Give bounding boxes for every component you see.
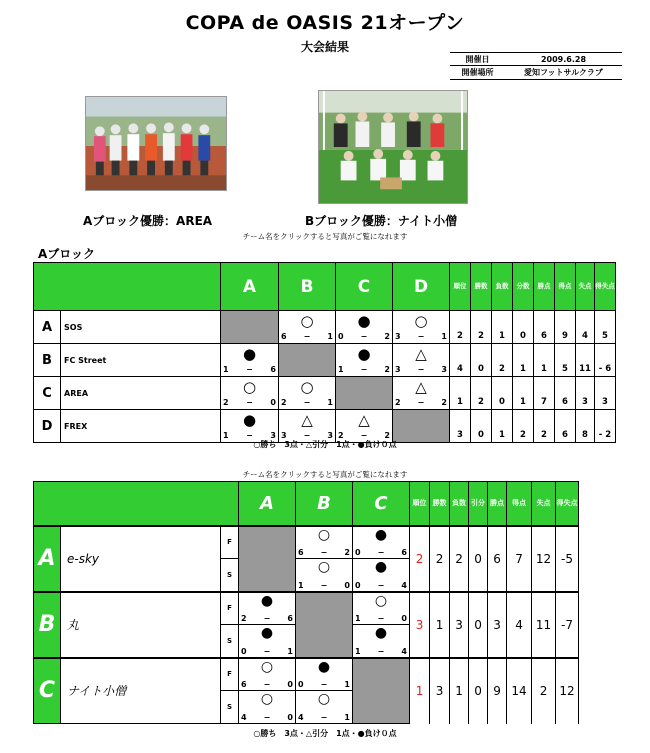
stat-value: 0 (492, 377, 513, 410)
stat-value: 2 (471, 377, 492, 410)
stat-value-b: -5 (556, 526, 579, 592)
match-result-cell (336, 410, 393, 443)
result-mark: ○ (414, 312, 428, 330)
result-mark: ● (242, 411, 257, 429)
block-b-legend: ○勝ち 3点・△引分 1点・●負け０点 (253, 729, 397, 738)
block-a-row (34, 311, 616, 344)
stat-value: 5 (595, 311, 616, 344)
date-value: 2009.6.28 (540, 54, 587, 64)
score-left: 4 (241, 713, 247, 722)
rank-value: 1 (410, 658, 430, 724)
result-mark: ○ (300, 378, 314, 396)
score-left: 1 (223, 365, 229, 374)
stat-header-goals-against: 失点 (576, 263, 595, 311)
stat-header-goals-against-b: 失点 (532, 482, 556, 526)
stat-value-b: 0 (469, 658, 488, 724)
photo-block-b-winner (318, 90, 468, 204)
score-right: 0 (287, 680, 293, 689)
team-name-link-b[interactable]: ナイト小僧 (61, 658, 221, 724)
stat-value-b: 14 (507, 658, 532, 724)
score-dash: − (417, 365, 425, 374)
half-label: F (221, 526, 239, 559)
stat-value-b: 12 (532, 526, 556, 592)
half-label: S (221, 625, 239, 658)
score-left: 6 (298, 548, 304, 557)
stat-value: 3 (576, 377, 595, 410)
photo-block-a-winner (85, 96, 227, 191)
stat-value: 5 (555, 344, 576, 377)
half-label: F (221, 592, 239, 625)
stat-value-b: 6 (488, 526, 507, 592)
score-left: 0 (355, 580, 361, 590)
score-right: 3 (327, 431, 333, 440)
stat-value: 8 (576, 410, 595, 443)
match-result-cell (353, 526, 410, 559)
stat-value: 7 (534, 377, 555, 410)
row-letter-b: B (34, 592, 61, 658)
row-letter-b: A (34, 526, 61, 592)
stat-value-b: -7 (556, 592, 579, 658)
score-right: 4 (401, 646, 407, 656)
score-dash: − (263, 646, 271, 656)
score-left: 6 (281, 332, 287, 341)
match-result-cell (353, 559, 410, 592)
match-result-cell (239, 625, 296, 658)
score-right: 1 (441, 332, 447, 341)
stat-header-losses: 負数 (492, 263, 513, 311)
team-name-link[interactable]: SOS (61, 311, 221, 344)
score-right: 2 (384, 431, 390, 440)
stat-value: 2 (450, 311, 471, 344)
result-mark: ● (374, 625, 388, 641)
stat-header-wins: 勝数 (471, 263, 492, 311)
stat-value: 6 (534, 311, 555, 344)
stat-header-goals-for-b: 得点 (507, 482, 532, 526)
score-dash: − (263, 680, 271, 689)
block-a-table (33, 262, 616, 443)
col-header-c-b: C (353, 482, 410, 526)
stat-value: 9 (555, 311, 576, 344)
score-dash: − (320, 548, 328, 557)
self-match-cell (296, 592, 353, 658)
score-right: 1 (344, 713, 350, 722)
stat-value: 1 (534, 344, 555, 377)
score-left: 0 (298, 680, 304, 689)
self-match-cell (353, 658, 410, 724)
stat-value: 1 (450, 377, 471, 410)
score-dash: − (320, 713, 328, 722)
half-label: S (221, 559, 239, 592)
match-result-cell (239, 691, 296, 724)
stat-value: 0 (471, 410, 492, 443)
stat-value: 1 (492, 410, 513, 443)
score-left: 2 (241, 614, 247, 623)
match-result-cell (279, 377, 336, 410)
block-b-table (33, 481, 579, 724)
score-left: 0 (241, 646, 247, 656)
stat-value-b: 3 (488, 592, 507, 658)
score-right: 2 (441, 398, 447, 407)
col-header-b-b: B (296, 482, 353, 526)
score-right: 3 (441, 365, 447, 374)
date-label: 開催日 (465, 54, 490, 64)
score-right: 1 (327, 332, 333, 341)
stat-header-goal-diff: 得失点 (595, 263, 616, 311)
score-left: 0 (355, 548, 361, 557)
stat-value: 2 (513, 410, 534, 443)
score-left: 2 (281, 398, 287, 407)
venue-value: 愛知フットサルクラブ (524, 68, 603, 77)
venue-label: 開催場所 (461, 68, 494, 77)
stat-header-draws-b: 引分 (469, 482, 488, 526)
match-result-cell (296, 658, 353, 691)
stat-header-wins-b: 勝数 (430, 482, 450, 526)
score-dash: − (377, 646, 385, 656)
score-dash: − (246, 398, 253, 407)
half-label: F (221, 658, 239, 691)
score-left: 3 (395, 365, 401, 374)
block-b-row-f (34, 592, 579, 625)
row-letter: A (34, 311, 61, 344)
score-left: 1 (338, 365, 344, 374)
match-result-cell (353, 592, 410, 625)
stat-value: 6 (555, 377, 576, 410)
stat-header-points: 勝点 (534, 263, 555, 311)
col-header-d: D (393, 263, 450, 311)
result-mark: △ (358, 411, 370, 429)
row-letter: D (34, 410, 61, 443)
score-dash: − (377, 580, 385, 590)
score-right: 0 (287, 713, 293, 722)
stat-value: 2 (471, 311, 492, 344)
stat-value: 4 (450, 344, 471, 377)
header-corner-b (34, 482, 239, 526)
match-result-cell (336, 311, 393, 344)
row-letter: B (34, 344, 61, 377)
match-result-cell (393, 344, 450, 377)
score-dash: − (263, 614, 271, 623)
score-right: 0 (401, 614, 407, 623)
block-a-row (34, 410, 616, 443)
self-match-cell (279, 344, 336, 377)
stat-header-rank-b: 順位 (410, 482, 430, 526)
score-left: 1 (355, 614, 361, 623)
result-mark: ○ (300, 312, 314, 330)
score-dash: − (320, 680, 328, 689)
match-result-cell (296, 526, 353, 559)
self-match-cell (221, 311, 279, 344)
score-right: 0 (270, 398, 276, 407)
block-a-row (34, 344, 616, 377)
team-name-link-b[interactable]: 丸 (61, 592, 221, 658)
rank-value: 3 (410, 592, 430, 658)
stat-value-b: 7 (507, 526, 532, 592)
block-a-row (34, 377, 616, 410)
match-result-cell (221, 410, 279, 443)
col-header-c: C (336, 263, 393, 311)
block-a-title: Aブロック (38, 247, 96, 261)
score-right: 1 (344, 680, 350, 689)
score-dash: − (360, 365, 368, 374)
score-right: 0 (344, 580, 350, 590)
stat-header-goals-for: 得点 (555, 263, 576, 311)
score-right: 2 (384, 365, 390, 374)
score-dash: − (360, 431, 368, 440)
score-left: 0 (338, 332, 344, 341)
stat-value-b: 2 (450, 526, 469, 592)
result-mark: ● (260, 625, 274, 641)
result-mark: ○ (317, 559, 331, 575)
score-right: 1 (287, 646, 293, 656)
team-name-link[interactable]: FREX (61, 410, 221, 443)
stat-value-b: 4 (507, 592, 532, 658)
score-dash: − (303, 332, 311, 341)
result-mark: ○ (317, 691, 331, 707)
match-result-cell (279, 311, 336, 344)
stat-value-b: 2 (532, 658, 556, 724)
score-dash: − (377, 548, 385, 557)
result-mark: ● (357, 345, 371, 363)
stat-value: 0 (471, 344, 492, 377)
half-label: S (221, 691, 239, 724)
score-dash: − (377, 614, 385, 623)
stat-value: - 2 (595, 410, 616, 443)
result-mark: ● (357, 312, 371, 330)
col-header-b: B (279, 263, 336, 311)
result-mark: ● (374, 559, 388, 575)
team-name-link[interactable]: AREA (61, 377, 221, 410)
stat-value-b: 0 (469, 592, 488, 658)
stat-value: 1 (513, 344, 534, 377)
score-dash: − (263, 713, 271, 722)
match-result-cell (239, 658, 296, 691)
stat-value-b: 2 (430, 526, 450, 592)
block-a-legend: ○勝ち 3点・△引分 1点・●負け０点 (253, 440, 397, 449)
stat-value-b: 12 (556, 658, 579, 724)
match-result-cell (353, 625, 410, 658)
result-mark: ○ (260, 658, 274, 675)
score-dash: − (303, 431, 311, 440)
score-dash: − (417, 332, 425, 341)
page-title: COPA de OASIS 21オープン (185, 12, 465, 34)
self-match-cell (393, 410, 450, 443)
stat-value-b: 0 (469, 526, 488, 592)
row-letter: C (34, 377, 61, 410)
result-mark: △ (415, 378, 427, 396)
score-left: 4 (298, 713, 304, 722)
stat-header-points-b: 勝点 (488, 482, 507, 526)
score-left: 1 (355, 646, 361, 656)
stat-value: 3 (450, 410, 471, 443)
score-right: 3 (270, 431, 276, 440)
match-result-cell (336, 344, 393, 377)
stat-value-b: 3 (430, 658, 450, 724)
stat-value: - 6 (595, 344, 616, 377)
score-left: 3 (395, 332, 401, 341)
result-mark: ○ (260, 691, 274, 707)
stat-value: 1 (513, 377, 534, 410)
result-mark: ● (260, 592, 274, 609)
score-dash: − (417, 398, 425, 407)
score-dash: − (360, 332, 368, 341)
stat-header-rank: 順位 (450, 263, 471, 311)
stat-value: 4 (576, 311, 595, 344)
click-note-top: チーム名をクリックすると写真がご覧になれます (242, 232, 408, 241)
result-mark: ● (374, 526, 388, 543)
event-meta (450, 52, 622, 80)
block-b-row-f (34, 658, 579, 691)
score-left: 1 (223, 431, 229, 440)
result-mark: △ (301, 411, 313, 429)
team-name-link-b[interactable]: e-sky (61, 526, 221, 592)
result-mark: △ (415, 345, 427, 363)
match-result-cell (296, 559, 353, 592)
result-mark: ○ (242, 378, 257, 396)
match-result-cell (221, 344, 279, 377)
block-b-row-f (34, 526, 579, 559)
stat-value-b: 9 (488, 658, 507, 724)
score-right: 6 (270, 365, 276, 374)
result-mark: ○ (317, 526, 331, 543)
stat-value: 11 (576, 344, 595, 377)
score-left: 6 (241, 680, 247, 689)
caption-block-b: Bブロック優勝：ナイト小僧 (305, 214, 458, 228)
score-dash: − (246, 365, 253, 374)
stat-value-b: 3 (450, 592, 469, 658)
score-left: 1 (298, 580, 304, 590)
stat-value: 6 (555, 410, 576, 443)
match-result-cell (296, 691, 353, 724)
stat-value: 2 (492, 344, 513, 377)
stat-value-b: 11 (532, 592, 556, 658)
team-name-link[interactable]: FC Street (61, 344, 221, 377)
result-mark: ● (317, 658, 331, 675)
score-right: 2 (344, 548, 350, 557)
col-header-a: A (221, 263, 279, 311)
stat-value-b: 1 (450, 658, 469, 724)
match-result-cell (393, 377, 450, 410)
self-match-cell (336, 377, 393, 410)
match-result-cell (221, 377, 279, 410)
score-right: 6 (287, 614, 293, 623)
result-mark: ● (242, 345, 257, 363)
score-right: 6 (401, 548, 407, 557)
result-mark: ○ (374, 592, 388, 609)
score-right: 4 (401, 580, 407, 590)
page-subtitle: 大会結果 (300, 40, 349, 54)
stat-header-draws: 分数 (513, 263, 534, 311)
rank-value: 2 (410, 526, 430, 592)
stat-value: 2 (534, 410, 555, 443)
score-left: 2 (395, 398, 401, 407)
stat-header-goal-diff-b: 得失点 (556, 482, 579, 526)
match-result-cell (279, 410, 336, 443)
score-right: 1 (327, 398, 333, 407)
score-right: 2 (384, 332, 390, 341)
match-result-cell (393, 311, 450, 344)
match-result-cell (239, 592, 296, 625)
col-header-a-b: A (239, 482, 296, 526)
stat-header-losses-b: 負数 (450, 482, 469, 526)
caption-block-a: Aブロック優勝：AREA (83, 214, 213, 228)
score-dash: − (246, 431, 253, 440)
stat-value: 3 (595, 377, 616, 410)
score-left: 2 (338, 431, 344, 440)
stat-value-b: 1 (430, 592, 450, 658)
header-corner (34, 263, 221, 311)
stat-value: 1 (492, 311, 513, 344)
score-dash: − (303, 398, 311, 407)
row-letter-b: C (34, 658, 61, 724)
stat-value: 0 (513, 311, 534, 344)
score-dash: − (320, 580, 328, 590)
self-match-cell (239, 526, 296, 592)
click-note-mid: チーム名をクリックすると写真がご覧になれます (242, 470, 408, 479)
score-left: 3 (281, 431, 287, 440)
score-left: 2 (223, 398, 229, 407)
